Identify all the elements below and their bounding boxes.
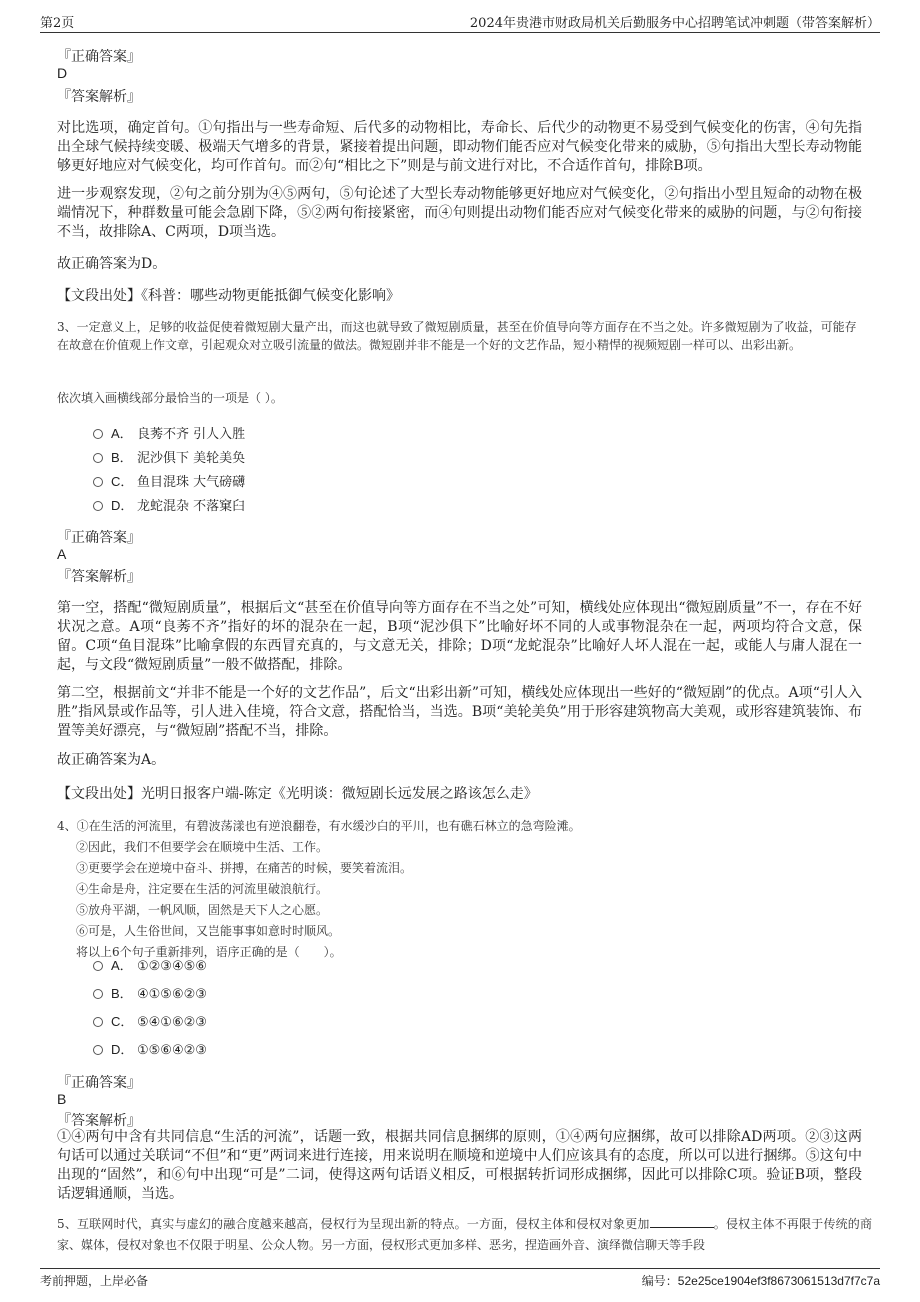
question-prompt: 将以上6个句子重新排列，语序正确的是（ ）。 bbox=[76, 945, 342, 959]
question-line: ②因此，我们不但要学会在顺境中生活、工作。 bbox=[76, 840, 329, 854]
question-line: ③更要学会在逆境中奋斗、拼搏，在痛苦的时候，要笑着流泪。 bbox=[76, 861, 413, 875]
analysis-paragraph: 第二空，根据前文“并非不能是一个好的文艺作品”，后文“出彩出新”可知，横线处应体现出一些好的“微短剧”的优点。A项“引人入胜”指风景或作品等，引人进入佳境，符合文意，搭配恰当，当选。B项“美轮美奂”用于形容建筑物高大美观，或形容建筑装饰、布置等美好漂亮，与“微短剧”搭配不当，排除。 bbox=[57, 685, 862, 739]
option-c[interactable]: C． 鱼目混珠 大气磅礴 bbox=[93, 470, 245, 494]
answer-label: 『正确答案』 bbox=[57, 530, 141, 546]
question-line: ⑥可是，人生俗世间，又岂能事事如意时时顺风。 bbox=[76, 924, 341, 938]
fill-blank[interactable] bbox=[650, 1215, 714, 1228]
question-stem: 5、互联网时代，真实与虚幻的融合度越来越高，侵权行为呈现出新的特点。一方面，侵权主体和侵权对象更加 。侵权主体不再限于传统的商家、媒体，侵权对象也不仅限于明星、公众人物。另一方面，侵权形式更加多样、恶劣，捏造画外音、演绎微信聊天等手段 bbox=[57, 1217, 872, 1252]
page-footer bbox=[40, 1268, 880, 1291]
analysis-paragraph: 进一步观察发现，②句之前分别为④⑤两句，⑤句论述了大型长寿动物能够更好地应对气候变化，②句指出小型且短命的动物在极端情况下，种群数量可能会急剧下降，⑤②两句衔接紧密，而④句则提出动物们能否应对气候变化带来的威胁的问题，与②句衔接不当，故排除A、C两项，D项当选。 bbox=[57, 186, 862, 240]
document-title: 2024年贵港市财政局机关后勤服务中心招聘笔试冲刺题（带答案解析） bbox=[469, 16, 880, 31]
analysis-label: 『答案解析』 bbox=[57, 89, 141, 105]
analysis-paragraph: 对比选项，确定首句。①句指出与一些寿命短、后代多的动物相比，寿命长、后代少的动物更不易受到气候变化的伤害，④句先指出全球气候持续变暖、极端天气增多的背景，紧接着提出问题，即动物们能否应对气候变化带来的威胁，⑤句指出大型长寿动物能够更好地应对气候变化，均可作首句。而②句“相比之下”则是与前文进行对比，不合适作首句，排除B项。 bbox=[57, 120, 862, 174]
question-stem: 3、一定意义上，足够的收益促使着微短剧大量产出，而这也就导致了微短剧质量，甚至在价值导向等方面存在不当之处。许多微短剧为了收益，可能存在故意在价值观上作文章，引起观众对立吸引流量的做法。微短剧并非不能是一个好的文艺作品，短小精悍的视频短剧一样可以、出彩出新。 bbox=[57, 320, 857, 352]
option-a[interactable]: A． ①②③④⑤⑥ bbox=[93, 954, 207, 982]
radio-icon[interactable] bbox=[93, 1017, 103, 1027]
radio-icon[interactable] bbox=[93, 961, 103, 971]
page-header bbox=[40, 10, 880, 33]
conclusion: 故正确答案为D。 bbox=[57, 256, 167, 272]
option-a[interactable]: A． 良莠不齐 引人入胜 bbox=[93, 422, 245, 446]
radio-icon[interactable] bbox=[93, 989, 103, 999]
option-list bbox=[93, 954, 207, 1066]
radio-icon[interactable] bbox=[93, 1045, 103, 1055]
radio-icon[interactable] bbox=[93, 501, 103, 511]
option-d[interactable]: D． ①⑤⑥④②③ bbox=[93, 1038, 207, 1066]
document-code: 编号：52e25ce1904ef3f8673061513d7f7c7a bbox=[641, 1274, 880, 1288]
option-c[interactable]: C． ⑤④①⑥②③ bbox=[93, 1010, 207, 1038]
option-b[interactable]: B． ④①⑤⑥②③ bbox=[93, 982, 207, 1010]
analysis-paragraph: ①④两句中含有共同信息“生活的河流”，话题一致，根据共同信息捆绑的原则，①④两句应捆绑，故可以排除AD两项。②③这两句话可以通过关联词“不但”和“更”两词来进行连接，用来说明在顺境和逆境中人们应该具有的态度，所以可以进行捆绑。⑤这句中出现的“固然”，和⑥句中出现“可是”二词，使得这两句话语义相反，可根据转折词形成捆绑，因此可以排除C项。验证B项，整段话逻辑通顺，当选。 bbox=[57, 1129, 862, 1202]
radio-icon[interactable] bbox=[93, 453, 103, 463]
option-b[interactable]: B． 泥沙俱下 美轮美奂 bbox=[93, 446, 245, 470]
answer-value: D bbox=[57, 65, 68, 81]
radio-icon[interactable] bbox=[93, 477, 103, 487]
analysis-label: 『答案解析』 bbox=[57, 1113, 141, 1129]
question-line: ④生命是舟，注定要在生活的河流里破浪航行。 bbox=[76, 882, 329, 896]
analysis-paragraph: 第一空，搭配“微短剧质量”，根据后文“甚至在价值导向等方面存在不当之处”可知，横线处应体现出“微短剧质量”不一，存在不好状况之意。A项“良莠不齐”指好的坏的混杂在一起，B项“泥沙俱下”比喻好坏不同的人或事物混杂在一起，两项均符合文意，保留。C项“鱼目混珠”比喻拿假的东西冒充真的，与文意无关，排除；D项“龙蛇混杂”比喻好人坏人混在一起，或能人与庸人混在一起，与文段“微短剧质量”一般不做搭配，排除。 bbox=[57, 600, 862, 673]
answer-value: B bbox=[57, 1091, 67, 1107]
answer-value: A bbox=[57, 546, 67, 562]
question-prompt: 依次填入画横线部分最恰当的一项是（ ）。 bbox=[57, 391, 283, 405]
footer-slogan: 考前押题，上岸必备 bbox=[40, 1274, 149, 1288]
conclusion: 故正确答案为A。 bbox=[57, 752, 166, 768]
page-number: 第2页 bbox=[40, 16, 75, 31]
option-d[interactable]: D． 龙蛇混杂 不落窠臼 bbox=[93, 494, 245, 518]
answer-label: 『正确答案』 bbox=[57, 1075, 141, 1091]
answer-label: 『正确答案』 bbox=[57, 49, 141, 65]
question-stem: 4、①在生活的河流里，有碧波荡漾也有逆浪翻卷，有水缓沙白的平川，也有礁石林立的急弯险滩。 bbox=[57, 819, 581, 833]
question-line: ⑤放舟平湖，一帆风顺，固然是天下人之心愿。 bbox=[76, 903, 329, 917]
option-list bbox=[93, 422, 245, 518]
analysis-label: 『答案解析』 bbox=[57, 569, 141, 585]
source-citation: 【文段出处】光明日报客户端-陈定《光明谈：微短剧长远发展之路该怎么走》 bbox=[57, 786, 538, 802]
source-citation: 【文段出处】《科普：哪些动物更能抵御气候变化影响》 bbox=[57, 288, 400, 304]
radio-icon[interactable] bbox=[93, 429, 103, 439]
